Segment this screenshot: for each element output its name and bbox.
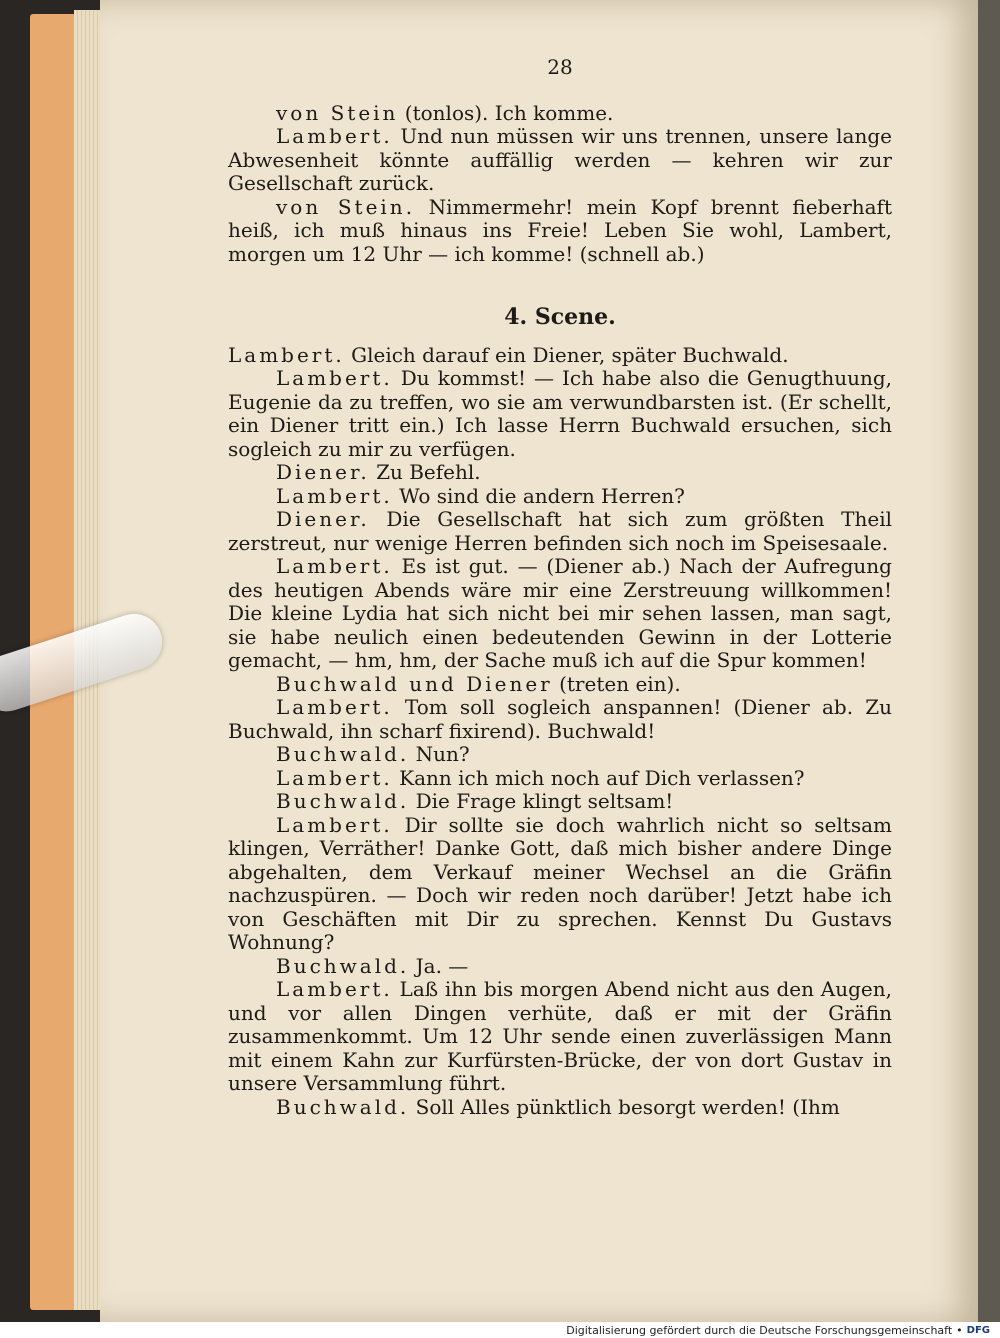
page-text xyxy=(228,52,892,1119)
dialogue-text: Die Gesellschaft hat sich zum größten Theil zerstreut, nur wenige Herren befinden sich noch im Speisesaale. xyxy=(228,507,892,555)
dialogue-text: Soll Alles pünktlich besorgt werden! (Ihm xyxy=(409,1094,840,1119)
dialogue-paragraph xyxy=(228,508,892,555)
dialogue-paragraph xyxy=(228,814,892,955)
speaker-name: Lambert. xyxy=(276,124,393,148)
dialogue-paragraph xyxy=(228,102,892,126)
speaker-name: Buchwald. xyxy=(276,789,410,813)
speaker-name: von Stein. xyxy=(276,194,416,219)
dialogue-paragraph xyxy=(228,790,892,814)
dialogue-paragraph xyxy=(228,196,892,267)
dialogue-text: Kann ich mich noch auf Dich verlassen? xyxy=(392,765,805,790)
dialogue-text: Tom soll sogleich anspannen! (Diener ab. Zu Buchwald, ihn scharf fixirend). Buchwald! xyxy=(228,695,892,743)
dialogue-paragraph xyxy=(228,367,892,461)
speaker-name: von Stein xyxy=(276,100,399,125)
speaker-name: Buchwald. xyxy=(276,953,410,978)
dialogue-text: Es ist gut. — (Diener ab.) Nach der Aufregung des heutigen Abends wäre mir eine Zerstreuung willkommen! Die kleine Lydia hat sich nicht bei mir sehen lassen, man sagt, sie habe neulich einen bedeutenden Gewinn in der Lotterie gemacht, — hm, hm, der Sache muß ich auf die Spur kommen! xyxy=(228,554,892,672)
text-block-scene-4 xyxy=(228,344,892,1120)
footer-separator: • xyxy=(956,1323,963,1337)
dialogue-text: Ja. — xyxy=(409,953,469,978)
digitization-footer xyxy=(566,1322,990,1338)
speaker-name: Lambert. xyxy=(276,483,393,508)
speaker-name: Lambert. xyxy=(276,366,393,390)
text-block-before-scene xyxy=(228,102,892,267)
speaker-name: Lambert. xyxy=(276,695,393,719)
speaker-name: Lambert. xyxy=(276,977,393,1001)
dialogue-text: Laß ihn bis morgen Abend nicht aus den Augen, und vor allen Dingen verhüte, daß er mit der Gräfin zusammenkommt. Um 12 Uhr sende einen zuverlässigen Mann mit einem Kahn zur Kurfürsten-Brücke, der von dort Gustav in unsere Versammlung führt. xyxy=(228,977,892,1095)
dialogue-paragraph xyxy=(228,555,892,673)
speaker-name: Lambert. xyxy=(276,765,393,790)
dialogue-paragraph xyxy=(228,125,892,196)
dfg-logo: DFG xyxy=(966,1324,990,1336)
dialogue-paragraph xyxy=(228,743,892,767)
dialogue-paragraph xyxy=(228,767,892,791)
speaker-name: Diener. xyxy=(276,507,370,531)
page-number: 28 xyxy=(547,55,573,79)
dialogue-text: (tonlos). Ich komme. xyxy=(398,100,614,125)
scene-heading: 4. Scene. xyxy=(504,304,616,330)
speaker-name: Buchwald. xyxy=(276,1094,410,1119)
dialogue-text: Nun? xyxy=(409,742,470,766)
facing-page-edge xyxy=(978,0,1000,1322)
dialogue-text: Wo sind die andern Herren? xyxy=(392,483,685,508)
dialogue-paragraph xyxy=(228,673,892,697)
dialogue-text: Die Frage klingt seltsam! xyxy=(409,789,674,813)
speaker-name: Lambert. xyxy=(228,342,345,367)
dialogue-text: Und nun müssen wir uns trennen, unsere lange Abwesenheit könnte auffällig werden — kehren wir zur Gesellschaft zurück. xyxy=(228,124,892,195)
dialogue-paragraph xyxy=(228,955,892,979)
footer-credit: Digitalisierung gefördert durch die Deutsche Forschungsgemeinschaft xyxy=(566,1323,953,1337)
dialogue-paragraph xyxy=(228,978,892,1096)
dialogue-text: Du kommst! — Ich habe also die Genugthuung, Eugenie da zu treffen, wo sie am verwundbarsten ist. (Er schellt, ein Diener tritt ein.) Ich lasse Herrn Buchwald ersuchen, sich sogleich zu mir zu verfügen. xyxy=(228,366,892,461)
speaker-name: Buchwald und Diener xyxy=(276,671,553,696)
speaker-name: Diener. xyxy=(276,460,370,484)
dialogue-text: Nimmermehr! mein Kopf brennt fieberhaft heiß, ich muß hinaus ins Freie! Leben Sie wohl, Lambert, morgen um 12 Uhr — ich komme! (schnell ab.) xyxy=(228,194,892,266)
dialogue-text: (treten ein). xyxy=(552,671,681,696)
dialogue-text: Gleich darauf ein Diener, später Buchwald. xyxy=(344,342,789,367)
speaker-name: Lambert. xyxy=(276,554,393,578)
speaker-name: Lambert. xyxy=(276,812,393,837)
dialogue-paragraph xyxy=(228,461,892,485)
dialogue-text: Dir sollte sie doch wahrlich nicht so seltsam klingen, Verräther! Danke Gott, daß mich bisher andere Dinge abgehalten, dem Verkauf meiner Wechsel an die Gräfin nachzuspüren. — Doch wir reden noch darüber! Jetzt habe ich von Geschäften mit Dir zu sprechen. Kennst Du Gustavs Wohnung? xyxy=(228,812,892,954)
dialogue-paragraph xyxy=(228,485,892,509)
dialogue-text: Zu Befehl. xyxy=(369,460,481,484)
dialogue-paragraph xyxy=(228,1096,892,1120)
dialogue-paragraph xyxy=(228,696,892,743)
speaker-name: Buchwald. xyxy=(276,742,410,766)
dialogue-paragraph xyxy=(228,344,892,368)
